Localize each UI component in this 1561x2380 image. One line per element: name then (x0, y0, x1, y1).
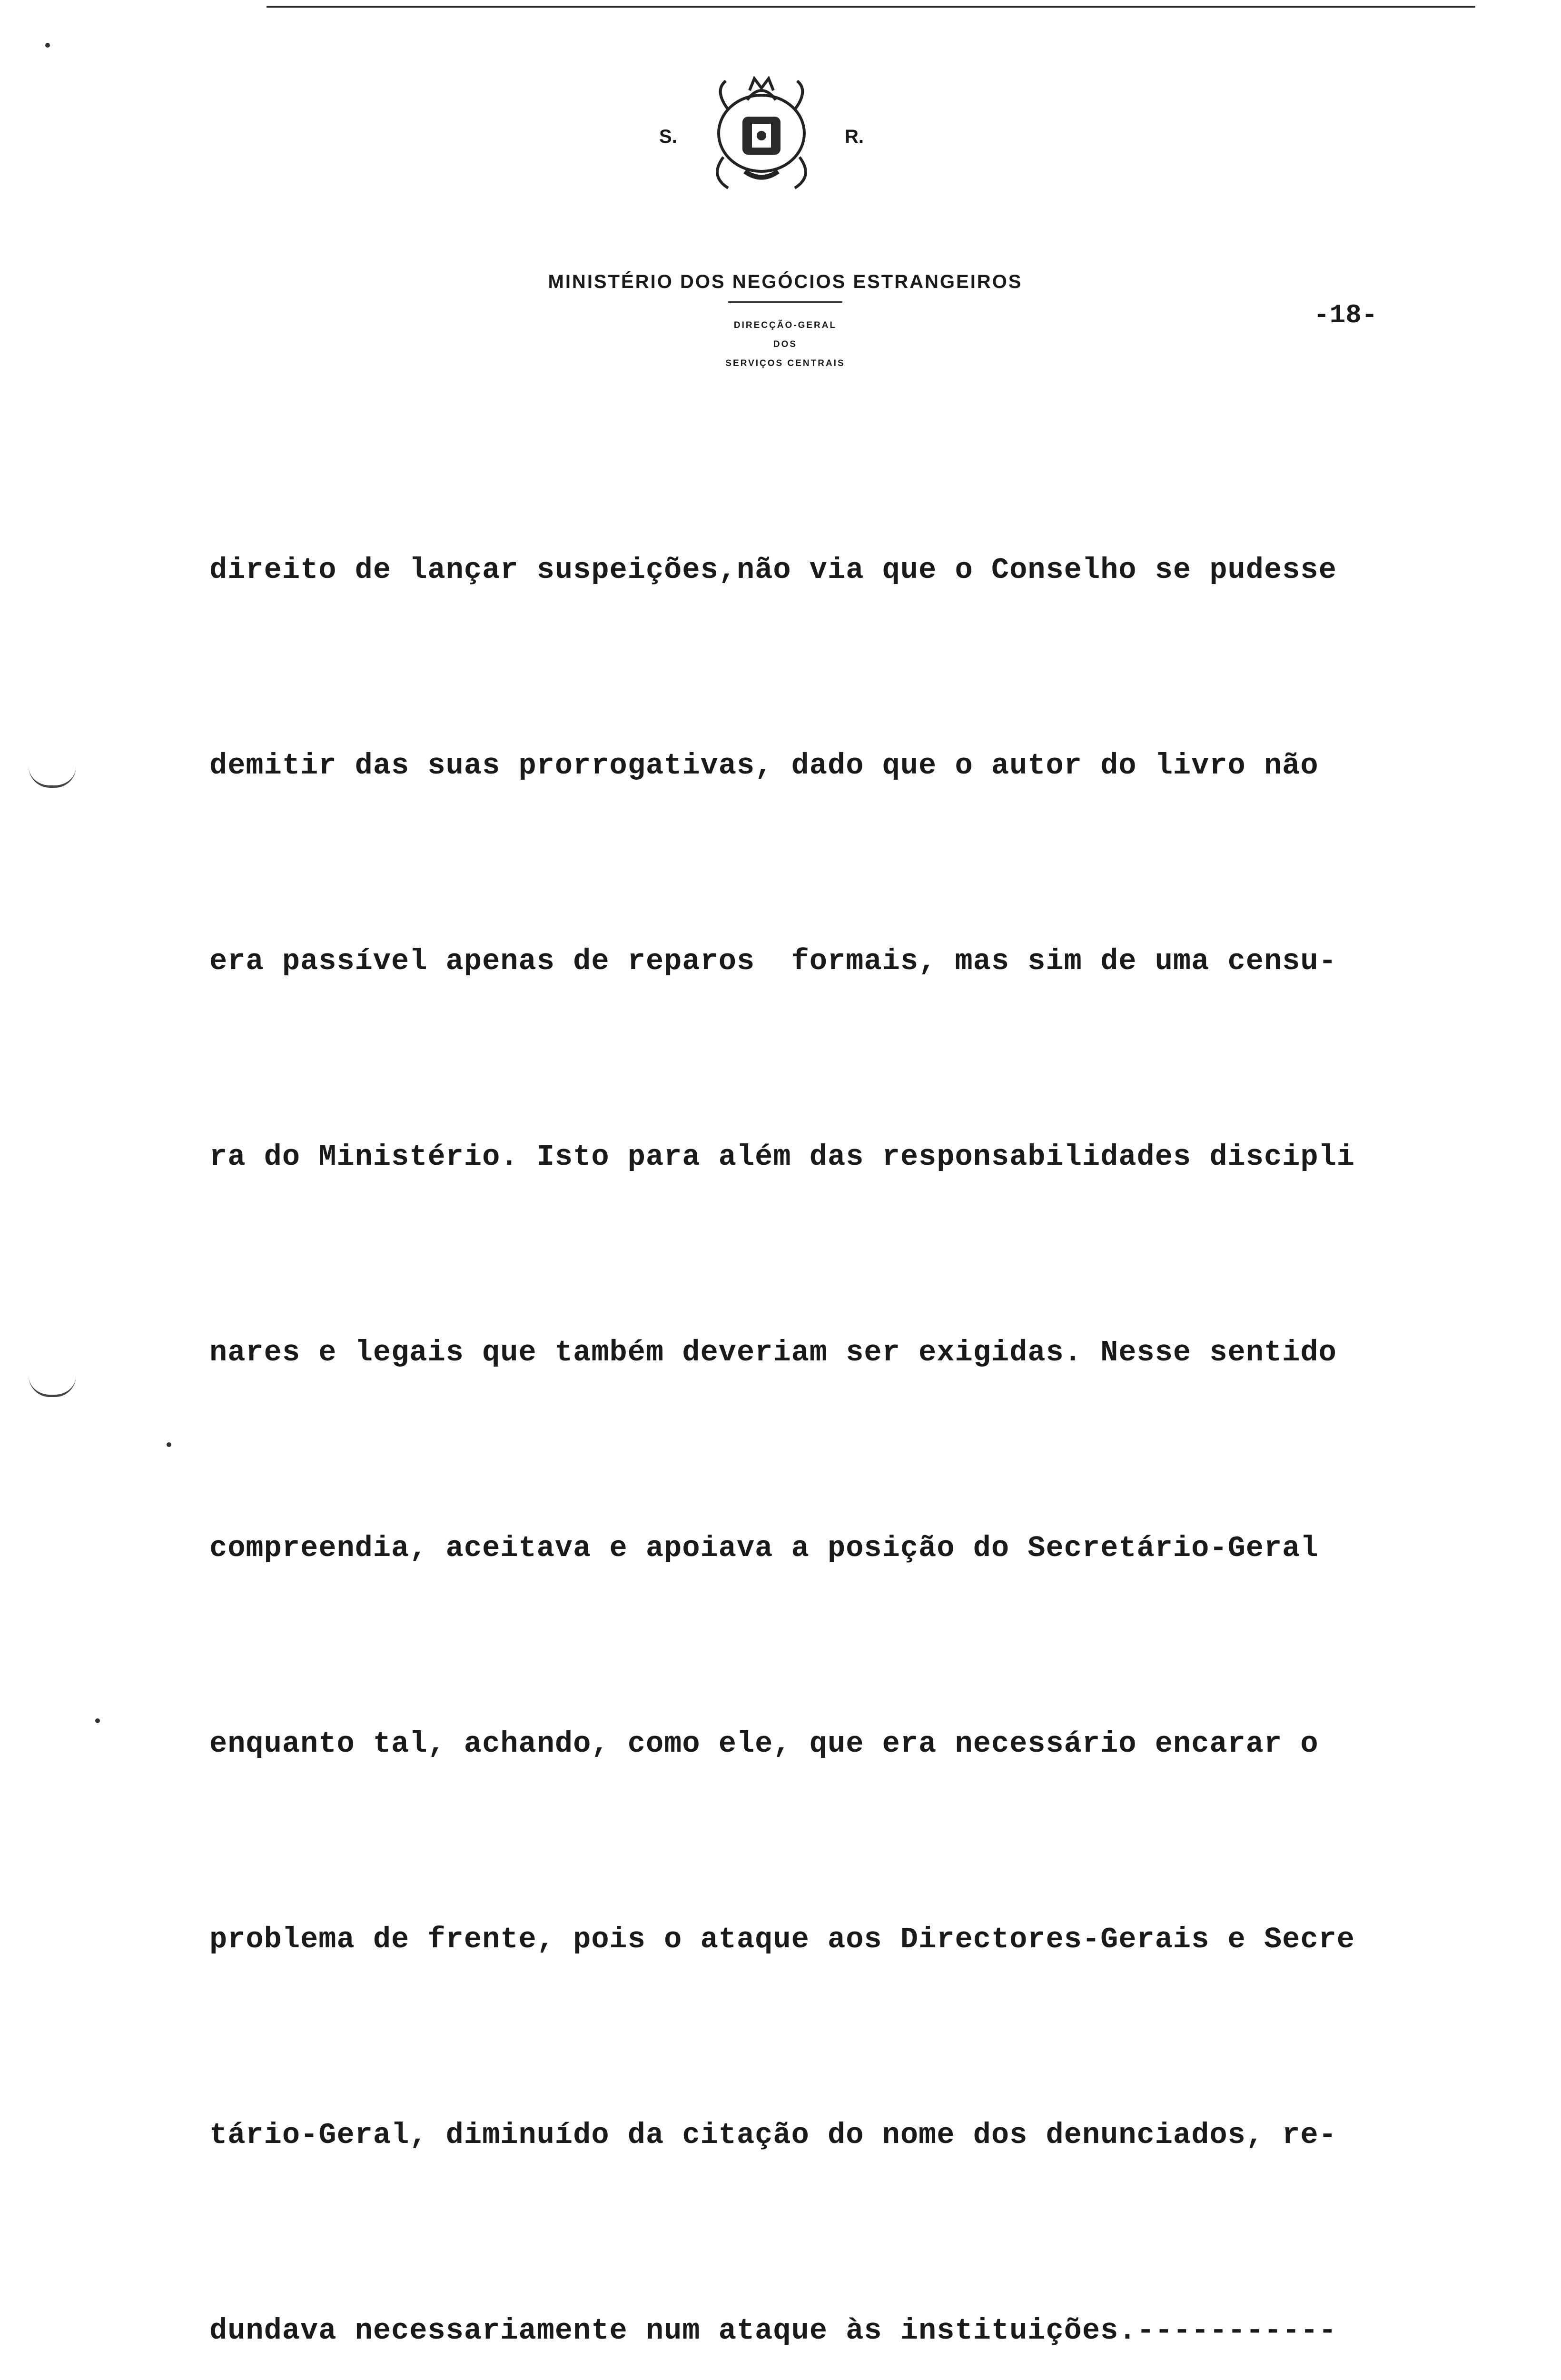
page-number: -18- (1314, 300, 1378, 330)
seal-row (428, 76, 1142, 200)
department-line-2: DOS (773, 339, 798, 349)
ministry-name: MINISTÉRIO DOS NEGÓCIOS ESTRANGEIROS (548, 271, 1023, 292)
body-text (209, 407, 1475, 2380)
top-rule (267, 6, 1475, 8)
coat-of-arms-seal (700, 76, 823, 195)
ministry-underline (728, 301, 842, 303)
department-line-3: SERVIÇOS CENTRAIS (725, 358, 845, 368)
seal-left-letter: S. (659, 126, 677, 147)
scan-speck (95, 1718, 100, 1723)
letterhead (428, 76, 1142, 373)
binding-hole-mark (29, 1376, 76, 1397)
text-line: nares e legais que também deveriam ser exigidas. Nesse sentido (209, 1336, 1337, 1369)
text-line: ra do Ministério. Isto para além das responsabilidades discipli (209, 1140, 1355, 1174)
text-line: enquanto tal, achando, como ele, que era necessário encarar o (209, 1727, 1319, 1761)
department-line-1: DIRECÇÃO-GERAL (733, 320, 837, 330)
text-line: problema de frente, pois o ataque aos Directores-Gerais e Secre (209, 1923, 1355, 1956)
scan-speck (167, 1442, 171, 1447)
text-line: dundava necessariamente num ataque às instituições.----------- (209, 2314, 1337, 2348)
text-line: demitir das suas prorrogativas, dado que o autor do livro não (209, 749, 1319, 783)
text-line: compreendia, aceitava e apoiava a posição do Secretário-Geral (209, 1531, 1319, 1565)
scan-speck (45, 43, 50, 48)
text-line: tário-Geral, diminuído da citação do nome dos denunciados, re- (209, 2118, 1337, 2152)
text-line: era passível apenas de reparos formais, mas sim de uma censu- (209, 944, 1337, 978)
binding-hole-mark (29, 766, 76, 788)
text-line: direito de lançar suspeições,não via que o Conselho se pudesse (209, 553, 1337, 587)
seal-right-letter: R. (845, 126, 864, 147)
